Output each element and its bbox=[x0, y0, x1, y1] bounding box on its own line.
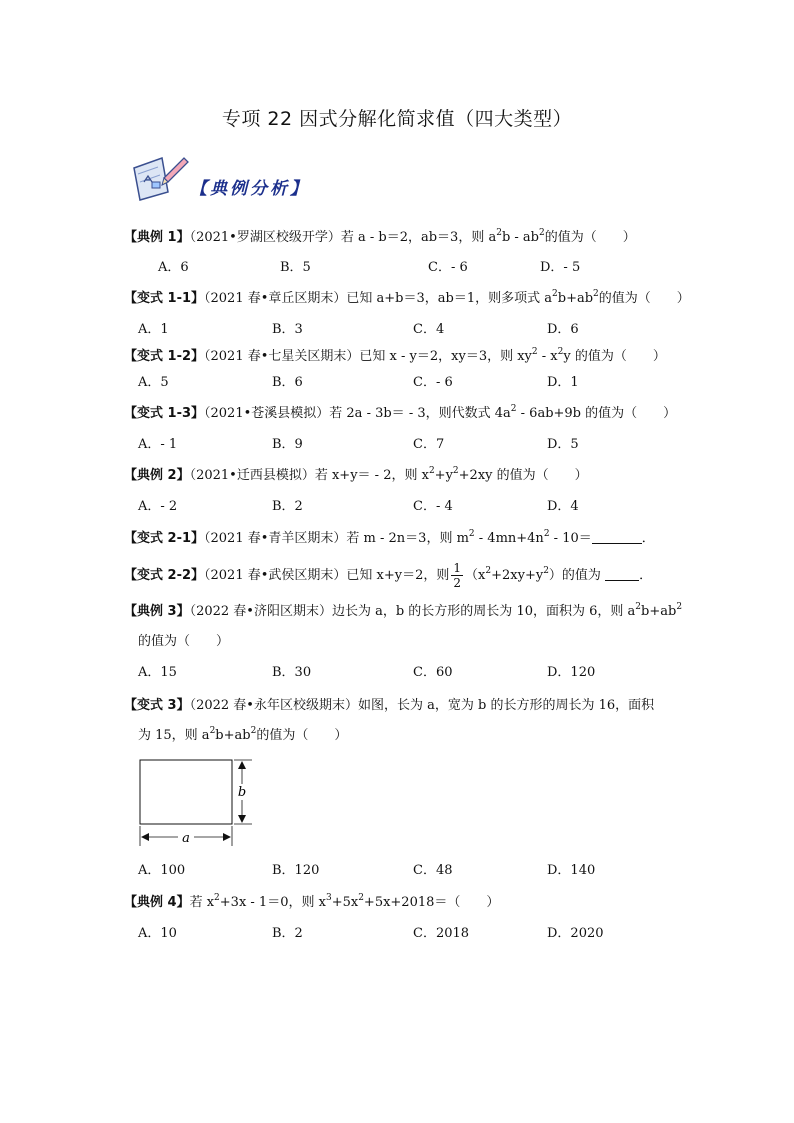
question-stem: 已知 a+b＝3，ab＝1，则多项式 a bbox=[346, 291, 553, 306]
question-tag: 【变式 1-1】 bbox=[124, 291, 205, 306]
exponent: 2 bbox=[452, 466, 459, 476]
question-stem: 若 2a - 3b＝ - 3，则代数式 4a bbox=[329, 406, 511, 421]
question-source: （2021•迁西县模拟） bbox=[189, 468, 315, 483]
question-source: （2021 春•章丘区期末） bbox=[204, 291, 347, 306]
question-stem: - 6ab+9b 的值为（ ） bbox=[516, 406, 677, 421]
option-c: C．- 6 bbox=[428, 260, 468, 275]
question-source: （2021 春•武侯区期末） bbox=[204, 568, 347, 583]
option-c: C．7 bbox=[413, 437, 445, 452]
option-d: D．140 bbox=[547, 863, 596, 878]
question-source: （2021•苍溪县模拟） bbox=[204, 406, 330, 421]
answer-blank[interactable] bbox=[605, 567, 639, 581]
question-source: （2022 春•永年区校级期末） bbox=[189, 698, 358, 713]
question-stem: +2xy+y bbox=[491, 568, 544, 583]
question-stem: - x bbox=[537, 349, 558, 364]
option-d: D．- 5 bbox=[540, 260, 581, 275]
question-variant-1-3 bbox=[124, 405, 676, 423]
question-stem: 的值为（ ） bbox=[138, 634, 230, 649]
question-source: （2021•罗湖区校级开学） bbox=[189, 230, 341, 245]
question-stem: 的值为（ ） bbox=[598, 291, 690, 306]
option-c: C．60 bbox=[413, 665, 453, 680]
section-label: 【典例分析】 bbox=[190, 179, 310, 199]
question-tag: 【典例 3】 bbox=[124, 604, 190, 619]
exponent: 2 bbox=[214, 893, 220, 903]
exponent: 2 bbox=[531, 347, 538, 357]
exponent: 2 bbox=[635, 602, 642, 612]
label-a: a bbox=[182, 831, 190, 846]
fraction-numerator: 1 bbox=[453, 561, 462, 575]
section-header bbox=[128, 152, 348, 204]
question-variant-2-2 bbox=[124, 561, 652, 590]
question-stem: b - ab bbox=[501, 230, 539, 245]
question-stem: 边长为 a，b 的长方形的周长为 10，面积为 6，则 a bbox=[331, 604, 636, 619]
exponent: 2 bbox=[539, 228, 545, 238]
question-stem: +5x bbox=[331, 895, 359, 910]
option-b: B．5 bbox=[280, 260, 311, 275]
question-tag: 【典例 1】 bbox=[124, 230, 190, 245]
question-variant-1-1 bbox=[124, 290, 690, 308]
question-tag: 【变式 2-1】 bbox=[124, 531, 205, 546]
question-tag: 【典例 4】 bbox=[124, 895, 190, 910]
question-stem: 若 x bbox=[189, 895, 215, 910]
option-a: A．100 bbox=[138, 863, 186, 878]
option-c: C．2018 bbox=[413, 926, 470, 941]
question-stem: +5x+2018＝（ ） bbox=[363, 895, 500, 910]
question-variant-1-2 bbox=[124, 348, 666, 366]
question-tag: 【变式 2-2】 bbox=[124, 568, 205, 583]
question-source: （2021 春•七星关区期末） bbox=[204, 349, 360, 364]
question-stem: - 10＝ bbox=[549, 531, 592, 546]
question-stem: 已知 x+y＝2，则 bbox=[346, 568, 450, 583]
option-c: C．- 4 bbox=[413, 499, 453, 514]
option-b: B．2 bbox=[272, 499, 303, 514]
question-stem: 若 m - 2n＝3，则 m bbox=[346, 531, 469, 546]
question-source: （2022 春•济阳区期末） bbox=[189, 604, 332, 619]
rectangle-shape bbox=[140, 760, 232, 824]
question-stem: ）的值为 bbox=[548, 568, 606, 583]
exponent: 2 bbox=[209, 726, 216, 736]
question-stem: b+ab bbox=[557, 291, 594, 306]
option-a: A．15 bbox=[138, 665, 177, 680]
pencil-paper-icon bbox=[128, 152, 190, 204]
question-source: （2021 春•青羊区期末） bbox=[204, 531, 347, 546]
question-stem-continued bbox=[138, 633, 229, 651]
exponent: 2 bbox=[428, 466, 435, 476]
page-title: 专项 22 因式分解化简求值（四大类型） bbox=[221, 108, 573, 130]
option-a: A．5 bbox=[138, 375, 169, 390]
question-typical-4 bbox=[124, 894, 499, 912]
question-stem-continued bbox=[138, 727, 347, 745]
option-b: B．6 bbox=[272, 375, 303, 390]
question-stem: 已知 x - y＝2，xy＝3，则 xy bbox=[359, 349, 532, 364]
question-stem: 如图，长为 a，宽为 b 的长方形的周长为 16，面积 bbox=[357, 698, 655, 713]
question-stem: 若 a - b＝2，ab＝3，则 a bbox=[340, 230, 497, 245]
question-variant-2-1 bbox=[124, 530, 655, 548]
option-a: A．6 bbox=[158, 260, 189, 275]
exponent: 2 bbox=[593, 289, 599, 299]
option-b: B．9 bbox=[272, 437, 303, 452]
rectangle-figure bbox=[136, 756, 256, 848]
option-b: B．120 bbox=[272, 863, 320, 878]
question-tag: 【变式 1-3】 bbox=[124, 406, 205, 421]
exponent: 2 bbox=[485, 566, 492, 576]
option-d: D．120 bbox=[547, 665, 596, 680]
option-d: D．4 bbox=[547, 499, 579, 514]
question-tag: 【变式 3】 bbox=[124, 698, 190, 713]
question-variant-3 bbox=[124, 697, 654, 715]
fraction bbox=[451, 561, 463, 590]
question-stem: b+ab bbox=[215, 728, 251, 743]
exponent: 2 bbox=[250, 726, 257, 736]
question-typical-2 bbox=[124, 467, 588, 485]
option-a: A．10 bbox=[138, 926, 177, 941]
question-stem: b+ab bbox=[641, 604, 677, 619]
question-stem: （x bbox=[465, 568, 486, 583]
option-c: C．- 6 bbox=[413, 375, 453, 390]
option-b: B．3 bbox=[272, 322, 303, 337]
question-typical-3 bbox=[124, 603, 682, 621]
exponent: 2 bbox=[358, 893, 364, 903]
exponent: 2 bbox=[468, 529, 475, 539]
question-stem: 的值为（ ） bbox=[256, 728, 348, 743]
exponent: 2 bbox=[496, 228, 502, 238]
option-b: B．30 bbox=[272, 665, 312, 680]
option-d: D．5 bbox=[547, 437, 579, 452]
exponent: 2 bbox=[557, 347, 564, 357]
question-end: ． bbox=[641, 531, 655, 546]
question-stem: +3x - 1＝0，则 x bbox=[219, 895, 326, 910]
question-stem: 的值为（ ） bbox=[544, 230, 636, 245]
label-b: b bbox=[237, 785, 247, 800]
question-stem: y 的值为（ ） bbox=[563, 349, 666, 364]
question-stem: - 4mn+4n bbox=[474, 531, 544, 546]
answer-blank[interactable] bbox=[592, 530, 642, 544]
question-stem: +y bbox=[434, 468, 453, 483]
exponent: 2 bbox=[543, 529, 550, 539]
question-tag: 【典例 2】 bbox=[124, 468, 190, 483]
option-c: C．4 bbox=[413, 322, 445, 337]
option-d: D．2020 bbox=[547, 926, 604, 941]
question-typical-1 bbox=[124, 229, 636, 247]
exponent: 2 bbox=[510, 404, 517, 414]
option-a: A．- 2 bbox=[138, 499, 178, 514]
exponent: 2 bbox=[543, 566, 549, 576]
question-tag: 【变式 1-2】 bbox=[124, 349, 205, 364]
exponent: 3 bbox=[325, 893, 332, 903]
question-stem: 为 15，则 a bbox=[138, 728, 210, 743]
option-b: B．2 bbox=[272, 926, 303, 941]
option-a: A．1 bbox=[138, 322, 169, 337]
option-a: A．- 1 bbox=[138, 437, 178, 452]
option-c: C．48 bbox=[413, 863, 453, 878]
question-stem: +2xy 的值为（ ） bbox=[458, 468, 588, 483]
question-end: ． bbox=[639, 568, 653, 583]
exponent: 2 bbox=[676, 602, 683, 612]
option-d: D．1 bbox=[547, 375, 579, 390]
fraction-denominator: 2 bbox=[453, 576, 462, 590]
option-d: D．6 bbox=[547, 322, 579, 337]
question-stem: 若 x+y＝ - 2，则 x bbox=[314, 468, 429, 483]
exponent: 2 bbox=[552, 289, 558, 299]
